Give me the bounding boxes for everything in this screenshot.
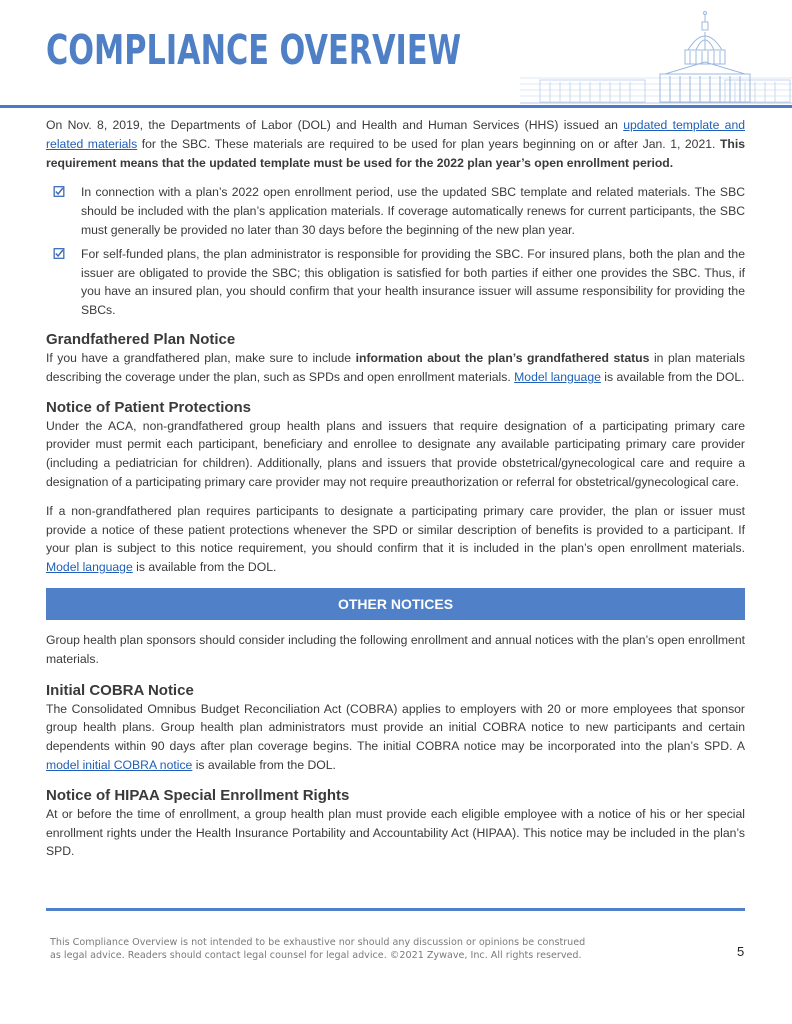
intro-paragraph: On Nov. 8, 2019, the Departments of Labor (DOL) and Health and Human Services (HHS) issued an updated template and related materials for the SBC. These materials are required to be used for plan years beginning on or after Jan. 1, 2021. This requirement means that the updated template must be used for the 2022 plan year’s open enrollment period.: [46, 118, 746, 170]
grandfathered-heading: Grandfathered Plan Notice: [46, 330, 236, 348]
hipaa-heading: Notice of HIPAA Special Enrollment Rights: [46, 786, 350, 804]
other-notices-banner: OTHER NOTICES: [46, 588, 745, 620]
cobra-notice-link[interactable]: model initial COBRA notice: [46, 757, 193, 772]
checklist-item: [52, 245, 745, 320]
footer-divider: [46, 908, 745, 911]
header-divider: [0, 105, 792, 108]
disclaimer-line-2: as legal advice. Readers should contact legal counsel for legal advice. ©2021 Zywave, Inc. All rights reserved.: [50, 950, 582, 961]
checklist-text: For self-funded plans, the plan administrator is responsible for providing the SBC. For insured plans, both the plan and the issuer are obligated to provide the SBC; this obligation is satisfied for both parties if either one provides the SBC. Thus, if you have an insured plan, you should confirm that your health insurance issuer will assume responsibility for providing the SBCs.: [81, 246, 745, 318]
checkbox-checked-icon: [52, 186, 66, 197]
disclaimer-line-1: This Compliance Overview is not intended to be exhaustive nor should any discussion or opinions be construed: [50, 937, 586, 948]
patient-protections-paragraph: Under the ACA, non-grandfathered group health plans and issuers that require designation of a participating primary care provider must permit each participant, beneficiary and enrollee to designate any available participating primary care provider (including a pediatrician for children). Additionally, plans and issuers that provide obstetrical/gynecological care and require a designation of a participating primary care provider may not require preauthorization or referral for obstetrical/gynecological care.: [46, 418, 745, 489]
page-title: COMPLIANCE OVERVIEW: [46, 26, 462, 74]
hipaa-paragraph: At or before the time of enrollment, a group health plan must provide each eligible employee with a notice of his or her special enrollment rights under the Health Insurance Portability and Accountability Act (HIPAA). This notice may be included in the plan’s SPD.: [46, 806, 745, 859]
checklist-text: In connection with a plan’s 2022 open enrollment period, use the updated SBC template and related materials. The SBC should be included with the plan’s application materials. If coverage automatically renews for current participants, the SBC must generally be provided no later than 30 days before the beginning of the new plan year.: [81, 185, 745, 237]
main-content: [46, 116, 745, 861]
cobra-paragraph: The Consolidated Omnibus Budget Reconciliation Act (COBRA) applies to employers with 20 or more employees that sponsor group health plans. Group health plan administrators must provide an initial COBRA notice to new participants and certain dependents within 90 days after plan coverage begins. The initial COBRA notice may be incorporated into the plan’s SPD. A model initial COBRA notice is available from the DOL.: [46, 701, 745, 772]
grandfathered-paragraph: If you have a grandfathered plan, make sure to include information about the plan’s grandfathered status in plan materials describing the coverage under the plan, such as SPDs and open enrollment materials. Model language is available from the DOL.: [46, 350, 745, 384]
page-header: [0, 0, 792, 110]
capitol-building-icon: [520, 8, 792, 108]
model-language-link-2[interactable]: Model language: [46, 560, 133, 575]
patient-protections-paragraph-2: If a non-grandfathered plan requires participants to designate a participating primary care provider, the plan or issuer must provide a notice of these patient protections whenever the SPD or similar description of benefits is provided to a participant. If your plan is subject to this notice requirement, you should confirm that it is included in the plan’s open enrollment materials. Model language is available from the DOL.: [46, 503, 745, 575]
patient-protections-heading: Notice of Patient Protections: [46, 398, 252, 416]
cobra-heading: Initial COBRA Notice: [46, 681, 194, 699]
model-language-link[interactable]: Model language: [514, 369, 601, 384]
intro-bold-statement: This requirement means that the updated template must be used for the 2022 plan year’s open enrollment period.: [46, 136, 745, 170]
updated-template-link[interactable]: updated template and related materials: [46, 118, 746, 151]
other-notices-intro: Group health plan sponsors should consider including the following enrollment and annual notices with the plan’s open enrollment materials.: [46, 632, 745, 666]
checklist-item: [52, 183, 745, 239]
page-number: 5: [737, 944, 745, 959]
checkbox-checked-icon: [52, 248, 66, 259]
footer-disclaimer: [50, 936, 650, 962]
